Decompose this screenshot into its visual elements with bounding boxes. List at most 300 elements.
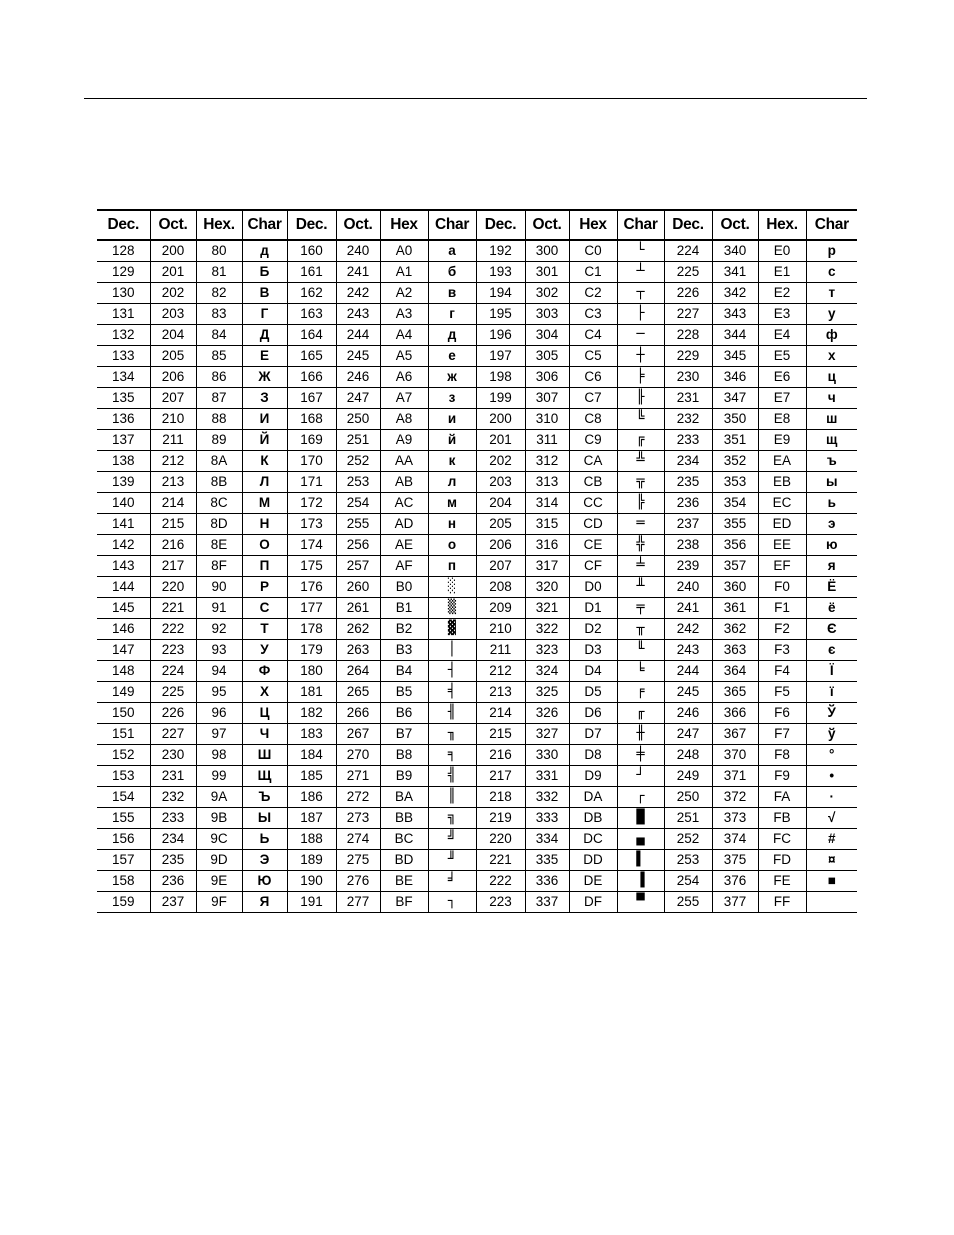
dec-cell: 145 xyxy=(97,597,150,618)
hex-cell: E1 xyxy=(758,261,806,282)
char-cell: Я xyxy=(242,891,287,912)
oct-cell: 272 xyxy=(336,786,380,807)
hex-cell: B4 xyxy=(380,660,428,681)
hex-cell: A3 xyxy=(380,303,428,324)
dec-cell: 219 xyxy=(476,807,525,828)
hex-cell: F2 xyxy=(758,618,806,639)
dec-cell: 209 xyxy=(476,597,525,618)
hex-cell: EF xyxy=(758,555,806,576)
dec-cell: 225 xyxy=(664,261,712,282)
oct-cell: 240 xyxy=(336,240,380,261)
dec-cell: 235 xyxy=(664,471,712,492)
hex-cell: E4 xyxy=(758,324,806,345)
char-cell: ╨ xyxy=(617,576,664,597)
oct-cell: 216 xyxy=(150,534,196,555)
hex-cell: B2 xyxy=(380,618,428,639)
char-cell: ═ xyxy=(617,513,664,534)
oct-cell: 315 xyxy=(525,513,569,534)
char-cell: Ы xyxy=(242,807,287,828)
table-row xyxy=(97,303,857,324)
hex-cell: 9A xyxy=(196,786,242,807)
dec-cell: 202 xyxy=(476,450,525,471)
dec-cell: 228 xyxy=(664,324,712,345)
dec-cell: 237 xyxy=(664,513,712,534)
dec-cell: 218 xyxy=(476,786,525,807)
oct-cell: 200 xyxy=(150,240,196,261)
oct-cell: 300 xyxy=(525,240,569,261)
char-cell: ╛ xyxy=(428,870,476,891)
hex-cell: E2 xyxy=(758,282,806,303)
oct-cell: 364 xyxy=(712,660,758,681)
char-cell: П xyxy=(242,555,287,576)
oct-cell: 277 xyxy=(336,891,380,912)
char-cell: а xyxy=(428,240,476,261)
dec-cell: 165 xyxy=(287,345,336,366)
dec-cell: 153 xyxy=(97,765,150,786)
oct-cell: 212 xyxy=(150,450,196,471)
hex-cell: ED xyxy=(758,513,806,534)
oct-cell: 233 xyxy=(150,807,196,828)
oct-cell: 317 xyxy=(525,555,569,576)
char-cell: К xyxy=(242,450,287,471)
dec-cell: 156 xyxy=(97,828,150,849)
char-cell: ╩ xyxy=(617,450,664,471)
table-row xyxy=(97,744,857,765)
dec-cell: 161 xyxy=(287,261,336,282)
oct-cell: 206 xyxy=(150,366,196,387)
dec-cell: 186 xyxy=(287,786,336,807)
hex-cell: BD xyxy=(380,849,428,870)
oct-cell: 266 xyxy=(336,702,380,723)
oct-cell: 274 xyxy=(336,828,380,849)
oct-cell: 324 xyxy=(525,660,569,681)
oct-cell: 222 xyxy=(150,618,196,639)
hex-cell: C5 xyxy=(569,345,617,366)
hex-cell: C3 xyxy=(569,303,617,324)
char-cell: п xyxy=(428,555,476,576)
oct-cell: 261 xyxy=(336,597,380,618)
table-row xyxy=(97,891,857,912)
oct-cell: 207 xyxy=(150,387,196,408)
hex-cell: 95 xyxy=(196,681,242,702)
col-header-dec-2: Dec. xyxy=(287,210,336,240)
oct-cell: 306 xyxy=(525,366,569,387)
char-cell: ├ xyxy=(617,303,664,324)
dec-cell: 217 xyxy=(476,765,525,786)
hex-cell: D3 xyxy=(569,639,617,660)
hex-cell: C7 xyxy=(569,387,617,408)
char-cell: ╔ xyxy=(617,429,664,450)
dec-cell: 134 xyxy=(97,366,150,387)
char-cell: Х xyxy=(242,681,287,702)
oct-cell: 254 xyxy=(336,492,380,513)
char-cell: ъ xyxy=(806,450,857,471)
dec-cell: 201 xyxy=(476,429,525,450)
oct-cell: 256 xyxy=(336,534,380,555)
oct-cell: 224 xyxy=(150,660,196,681)
oct-cell: 335 xyxy=(525,849,569,870)
char-cell: Ё xyxy=(806,576,857,597)
oct-cell: 204 xyxy=(150,324,196,345)
hex-cell: BE xyxy=(380,870,428,891)
dec-cell: 149 xyxy=(97,681,150,702)
char-cell: ╡ xyxy=(428,681,476,702)
dec-cell: 180 xyxy=(287,660,336,681)
hex-cell: FF xyxy=(758,891,806,912)
dec-cell: 246 xyxy=(664,702,712,723)
char-cell: Ж xyxy=(242,366,287,387)
char-cell: ┌ xyxy=(617,786,664,807)
oct-cell: 340 xyxy=(712,240,758,261)
char-cell: └ xyxy=(617,240,664,261)
char-cell: Ш xyxy=(242,744,287,765)
dec-cell: 194 xyxy=(476,282,525,303)
char-cell: Г xyxy=(242,303,287,324)
dec-cell: 155 xyxy=(97,807,150,828)
hex-cell: B7 xyxy=(380,723,428,744)
dec-cell: 178 xyxy=(287,618,336,639)
oct-cell: 325 xyxy=(525,681,569,702)
char-cell: ю xyxy=(806,534,857,555)
dec-cell: 159 xyxy=(97,891,150,912)
dec-cell: 135 xyxy=(97,387,150,408)
oct-cell: 247 xyxy=(336,387,380,408)
hex-cell: C6 xyxy=(569,366,617,387)
hex-cell: D0 xyxy=(569,576,617,597)
oct-cell: 234 xyxy=(150,828,196,849)
hex-cell: B5 xyxy=(380,681,428,702)
hex-cell: 83 xyxy=(196,303,242,324)
hex-cell: F7 xyxy=(758,723,806,744)
hex-cell: F4 xyxy=(758,660,806,681)
hex-cell: F6 xyxy=(758,702,806,723)
table-row xyxy=(97,366,857,387)
table-row xyxy=(97,282,857,303)
dec-cell: 214 xyxy=(476,702,525,723)
dec-cell: 167 xyxy=(287,387,336,408)
hex-cell: 84 xyxy=(196,324,242,345)
hex-cell: EB xyxy=(758,471,806,492)
dec-cell: 206 xyxy=(476,534,525,555)
oct-cell: 271 xyxy=(336,765,380,786)
oct-cell: 357 xyxy=(712,555,758,576)
hex-cell: 9F xyxy=(196,891,242,912)
oct-cell: 313 xyxy=(525,471,569,492)
oct-cell: 211 xyxy=(150,429,196,450)
hex-cell: E6 xyxy=(758,366,806,387)
dec-cell: 144 xyxy=(97,576,150,597)
table-row xyxy=(97,429,857,450)
char-cell: ╘ xyxy=(617,660,664,681)
char-cell: Ї xyxy=(806,660,857,681)
hex-cell: 9D xyxy=(196,849,242,870)
dec-cell: 229 xyxy=(664,345,712,366)
char-cell: ї xyxy=(806,681,857,702)
dec-cell: 173 xyxy=(287,513,336,534)
hex-cell: AE xyxy=(380,534,428,555)
dec-cell: 205 xyxy=(476,513,525,534)
char-cell: ╝ xyxy=(428,828,476,849)
char-cell: э xyxy=(806,513,857,534)
oct-cell: 226 xyxy=(150,702,196,723)
dec-cell: 128 xyxy=(97,240,150,261)
oct-cell: 355 xyxy=(712,513,758,534)
char-cell: Й xyxy=(242,429,287,450)
col-header-char-2: Char xyxy=(428,210,476,240)
char-cell: и xyxy=(428,408,476,429)
table-row xyxy=(97,597,857,618)
oct-cell: 225 xyxy=(150,681,196,702)
char-cell: ╞ xyxy=(617,366,664,387)
dec-cell: 248 xyxy=(664,744,712,765)
dec-cell: 233 xyxy=(664,429,712,450)
char-cell: ж xyxy=(428,366,476,387)
oct-cell: 215 xyxy=(150,513,196,534)
oct-cell: 354 xyxy=(712,492,758,513)
oct-cell: 257 xyxy=(336,555,380,576)
char-cell: ь xyxy=(806,492,857,513)
char-cell: Щ xyxy=(242,765,287,786)
hex-cell: B6 xyxy=(380,702,428,723)
col-header-dec-1: Dec. xyxy=(97,210,150,240)
hex-cell: B3 xyxy=(380,639,428,660)
char-cell: Ъ xyxy=(242,786,287,807)
char-cell: ┤ xyxy=(428,660,476,681)
hex-cell: 8E xyxy=(196,534,242,555)
dec-cell: 226 xyxy=(664,282,712,303)
char-cell: ф xyxy=(806,324,857,345)
oct-cell: 356 xyxy=(712,534,758,555)
dec-cell: 227 xyxy=(664,303,712,324)
oct-cell: 230 xyxy=(150,744,196,765)
oct-cell: 344 xyxy=(712,324,758,345)
hex-cell: 96 xyxy=(196,702,242,723)
hex-cell: E5 xyxy=(758,345,806,366)
oct-cell: 353 xyxy=(712,471,758,492)
dec-cell: 215 xyxy=(476,723,525,744)
oct-cell: 305 xyxy=(525,345,569,366)
dec-cell: 190 xyxy=(287,870,336,891)
char-cell: ║ xyxy=(428,786,476,807)
oct-cell: 251 xyxy=(336,429,380,450)
oct-cell: 321 xyxy=(525,597,569,618)
char-cell: ╗ xyxy=(428,807,476,828)
dec-cell: 208 xyxy=(476,576,525,597)
oct-cell: 203 xyxy=(150,303,196,324)
dec-cell: 243 xyxy=(664,639,712,660)
col-header-oct-2: Oct. xyxy=(336,210,380,240)
dec-cell: 254 xyxy=(664,870,712,891)
hex-cell: C8 xyxy=(569,408,617,429)
table-row xyxy=(97,345,857,366)
oct-cell: 241 xyxy=(336,261,380,282)
header-row xyxy=(97,210,857,240)
dec-cell: 163 xyxy=(287,303,336,324)
oct-cell: 362 xyxy=(712,618,758,639)
col-header-hex-1: Hex. xyxy=(196,210,242,240)
table-row xyxy=(97,471,857,492)
oct-cell: 275 xyxy=(336,849,380,870)
dec-cell: 212 xyxy=(476,660,525,681)
oct-cell: 320 xyxy=(525,576,569,597)
oct-cell: 270 xyxy=(336,744,380,765)
hex-cell: B9 xyxy=(380,765,428,786)
hex-cell: 93 xyxy=(196,639,242,660)
hex-cell: 99 xyxy=(196,765,242,786)
char-cell: ╤ xyxy=(617,597,664,618)
char-cell: ¤ xyxy=(806,849,857,870)
char-cell: Ф xyxy=(242,660,287,681)
char-cell: Ц xyxy=(242,702,287,723)
dec-cell: 140 xyxy=(97,492,150,513)
dec-cell: 221 xyxy=(476,849,525,870)
char-cell: ° xyxy=(806,744,857,765)
dec-cell: 199 xyxy=(476,387,525,408)
char-cell: й xyxy=(428,429,476,450)
char-cell: д xyxy=(242,240,287,261)
oct-cell: 201 xyxy=(150,261,196,282)
oct-cell: 337 xyxy=(525,891,569,912)
dec-cell: 154 xyxy=(97,786,150,807)
dec-cell: 216 xyxy=(476,744,525,765)
char-cell: ╖ xyxy=(428,723,476,744)
oct-cell: 373 xyxy=(712,807,758,828)
table-row xyxy=(97,702,857,723)
char-cell: ╦ xyxy=(617,471,664,492)
oct-cell: 210 xyxy=(150,408,196,429)
dec-cell: 238 xyxy=(664,534,712,555)
dec-cell: 192 xyxy=(476,240,525,261)
dec-cell: 198 xyxy=(476,366,525,387)
dec-cell: 170 xyxy=(287,450,336,471)
table-row xyxy=(97,660,857,681)
table-row xyxy=(97,681,857,702)
hex-cell: 90 xyxy=(196,576,242,597)
char-cell: ч xyxy=(806,387,857,408)
hex-cell: 81 xyxy=(196,261,242,282)
char-cell: ╚ xyxy=(617,408,664,429)
oct-cell: 301 xyxy=(525,261,569,282)
hex-cell: 85 xyxy=(196,345,242,366)
oct-cell: 332 xyxy=(525,786,569,807)
dec-cell: 160 xyxy=(287,240,336,261)
hex-cell: 92 xyxy=(196,618,242,639)
oct-cell: 236 xyxy=(150,870,196,891)
char-cell: щ xyxy=(806,429,857,450)
dec-cell: 222 xyxy=(476,870,525,891)
dec-cell: 242 xyxy=(664,618,712,639)
hex-cell: D6 xyxy=(569,702,617,723)
oct-cell: 255 xyxy=(336,513,380,534)
char-cell: ╥ xyxy=(617,618,664,639)
char-cell: • xyxy=(806,765,857,786)
dec-cell: 136 xyxy=(97,408,150,429)
dec-cell: 166 xyxy=(287,366,336,387)
char-cell: ё xyxy=(806,597,857,618)
hex-cell: 94 xyxy=(196,660,242,681)
col-header-char-3: Char xyxy=(617,210,664,240)
dec-cell: 133 xyxy=(97,345,150,366)
oct-cell: 350 xyxy=(712,408,758,429)
hex-cell: 86 xyxy=(196,366,242,387)
dec-cell: 184 xyxy=(287,744,336,765)
char-cell: Н xyxy=(242,513,287,534)
oct-cell: 314 xyxy=(525,492,569,513)
dec-cell: 137 xyxy=(97,429,150,450)
table-row xyxy=(97,786,857,807)
table-row xyxy=(97,639,857,660)
char-cell: М xyxy=(242,492,287,513)
char-cell: х xyxy=(806,345,857,366)
table-row xyxy=(97,765,857,786)
table-row xyxy=(97,576,857,597)
char-cell: ╒ xyxy=(617,681,664,702)
hex-cell: F9 xyxy=(758,765,806,786)
char-cell: Т xyxy=(242,618,287,639)
col-header-hex-4: Hex. xyxy=(758,210,806,240)
char-cell: г xyxy=(428,303,476,324)
char-cell: н xyxy=(428,513,476,534)
oct-cell: 327 xyxy=(525,723,569,744)
dec-cell: 196 xyxy=(476,324,525,345)
hex-cell: DC xyxy=(569,828,617,849)
hex-cell: FE xyxy=(758,870,806,891)
hex-cell: E3 xyxy=(758,303,806,324)
char-cell: є xyxy=(806,639,857,660)
hex-cell: 8B xyxy=(196,471,242,492)
table-row xyxy=(97,324,857,345)
col-header-hex-2: Hex xyxy=(380,210,428,240)
char-cell: Б xyxy=(242,261,287,282)
oct-cell: 276 xyxy=(336,870,380,891)
char-cell: д xyxy=(428,324,476,345)
hex-cell: D7 xyxy=(569,723,617,744)
col-header-oct-3: Oct. xyxy=(525,210,569,240)
dec-cell: 171 xyxy=(287,471,336,492)
hex-cell: 8A xyxy=(196,450,242,471)
dec-cell: 247 xyxy=(664,723,712,744)
hex-cell: DF xyxy=(569,891,617,912)
dec-cell: 207 xyxy=(476,555,525,576)
char-cell: я xyxy=(806,555,857,576)
hex-cell: CB xyxy=(569,471,617,492)
hex-cell: F3 xyxy=(758,639,806,660)
char-cell: Л xyxy=(242,471,287,492)
oct-cell: 311 xyxy=(525,429,569,450)
oct-cell: 302 xyxy=(525,282,569,303)
dec-cell: 255 xyxy=(664,891,712,912)
char-cell: ╪ xyxy=(617,744,664,765)
oct-cell: 347 xyxy=(712,387,758,408)
char-cell: к xyxy=(428,450,476,471)
dec-cell: 132 xyxy=(97,324,150,345)
hex-cell: 80 xyxy=(196,240,242,261)
hex-cell: F8 xyxy=(758,744,806,765)
char-cell: У xyxy=(242,639,287,660)
header-rule xyxy=(84,98,867,99)
char-cell: ┴ xyxy=(617,261,664,282)
hex-cell: DA xyxy=(569,786,617,807)
oct-cell: 370 xyxy=(712,744,758,765)
hex-cell: EE xyxy=(758,534,806,555)
char-cell: Ў xyxy=(806,702,857,723)
dec-cell: 152 xyxy=(97,744,150,765)
char-cell: ╜ xyxy=(428,849,476,870)
hex-cell: D9 xyxy=(569,765,617,786)
oct-cell: 343 xyxy=(712,303,758,324)
col-header-char-1: Char xyxy=(242,210,287,240)
hex-cell: 9B xyxy=(196,807,242,828)
